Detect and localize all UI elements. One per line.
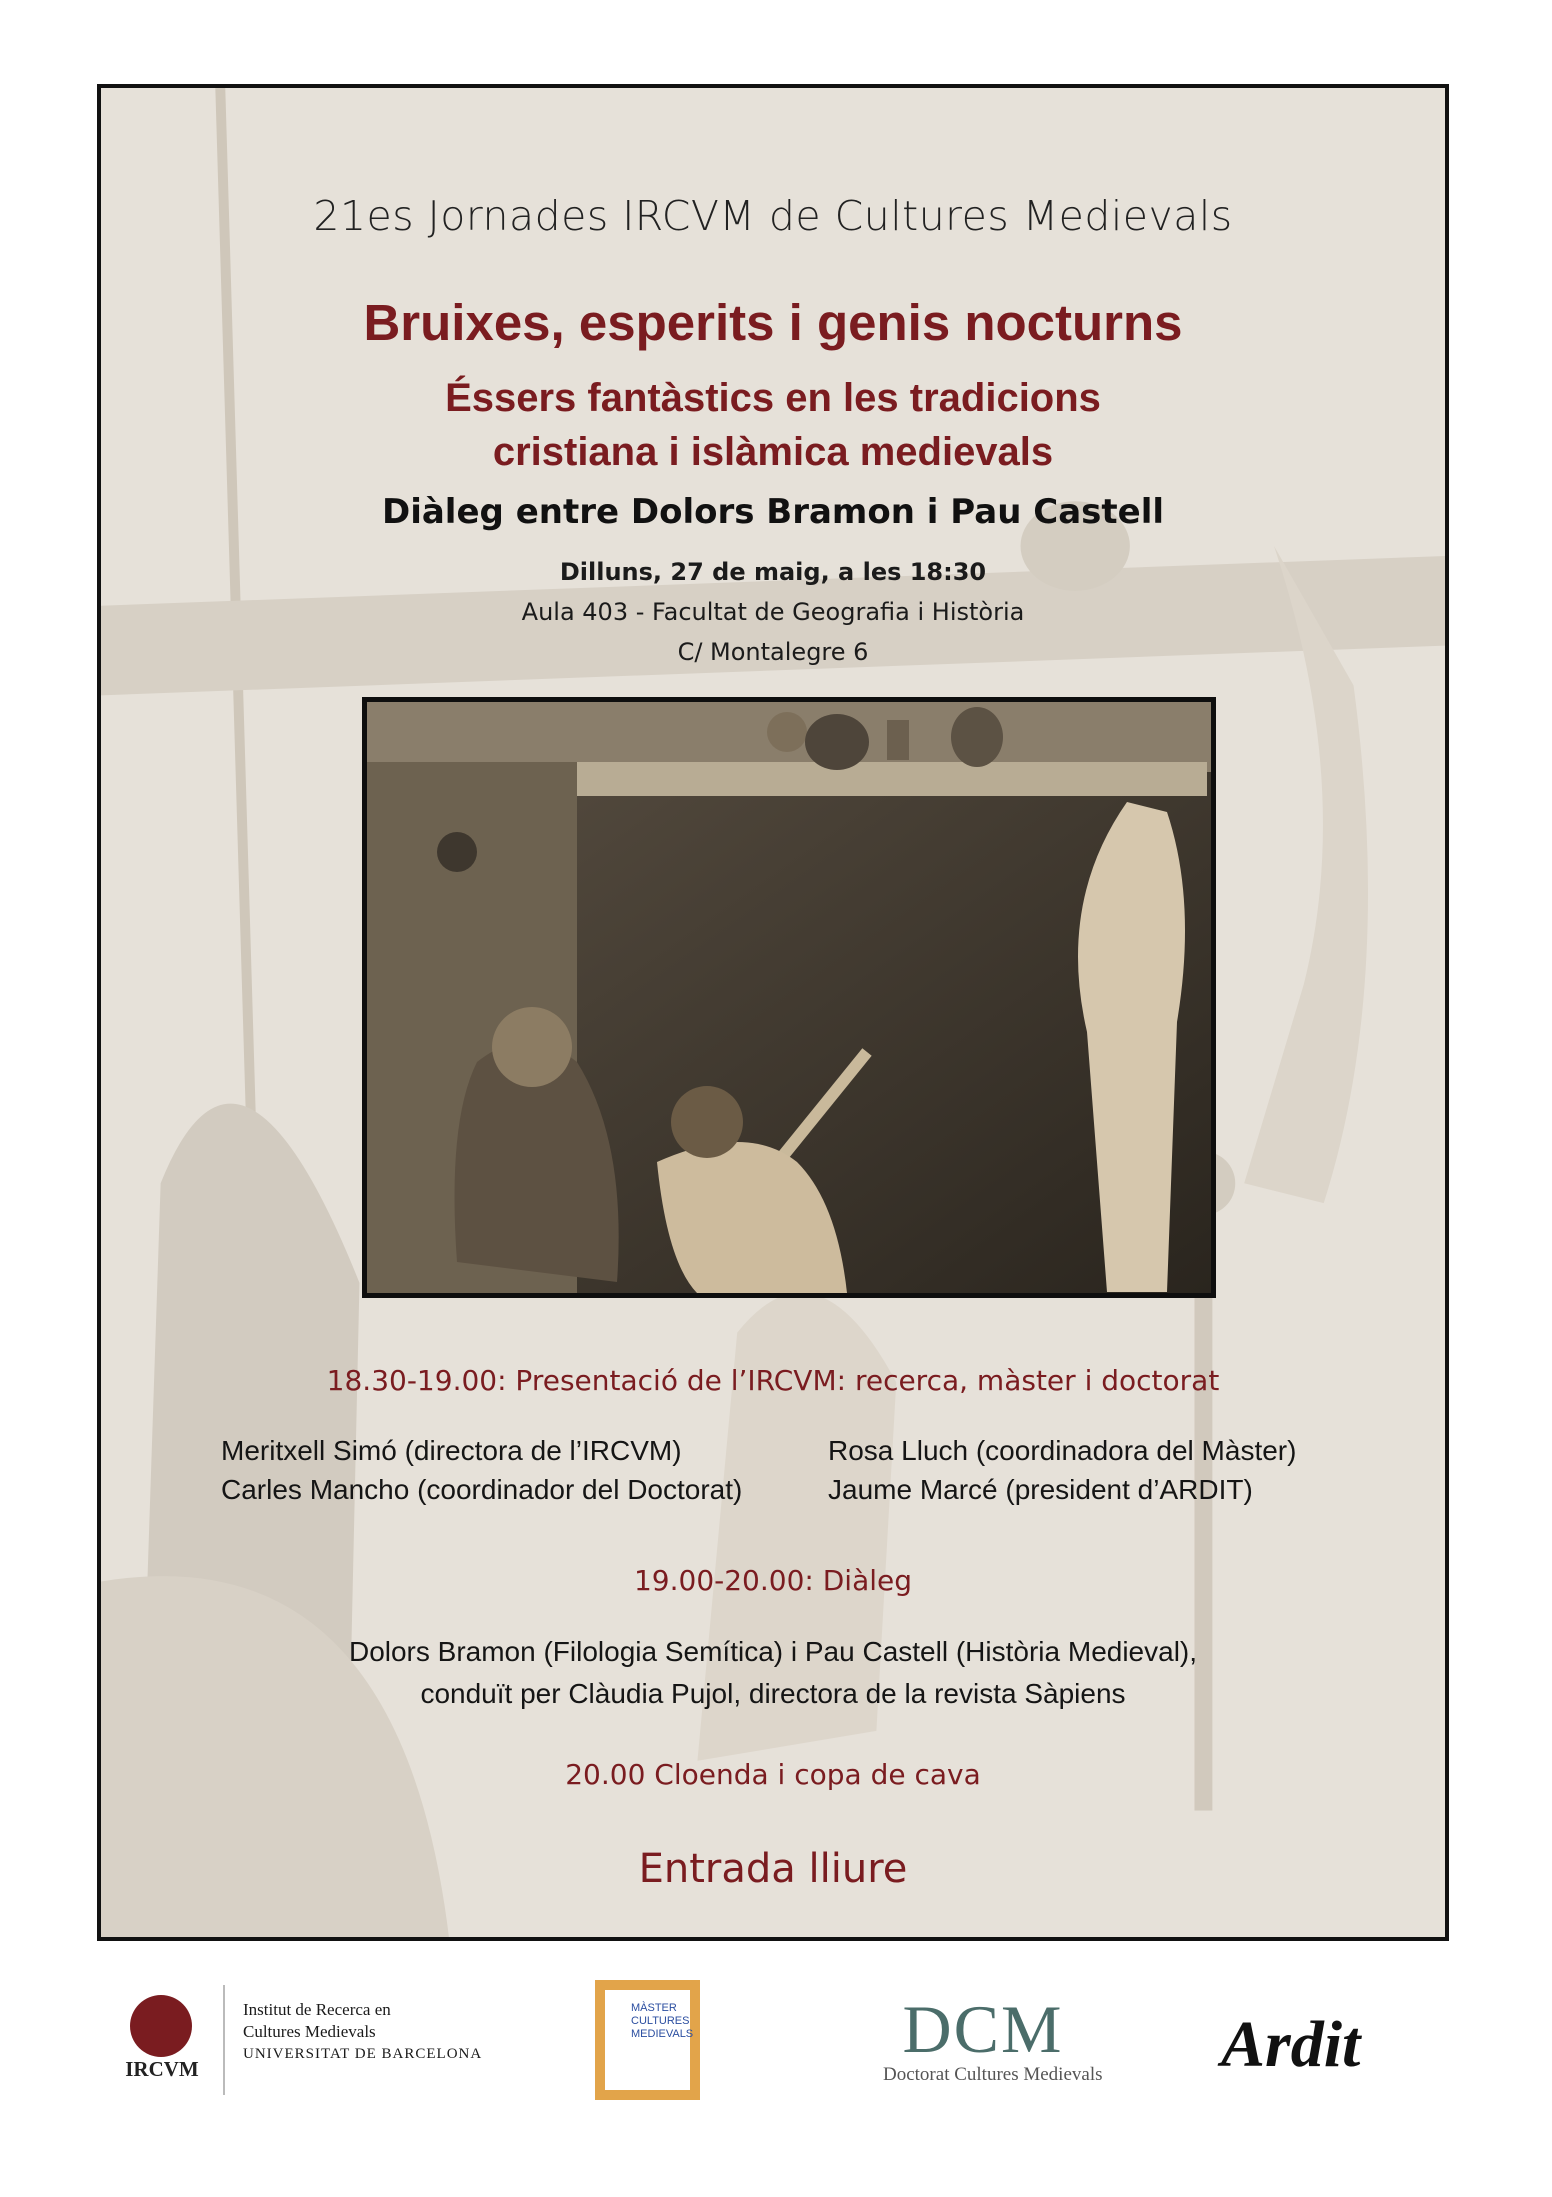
ircvm-mark-text: IRCVM [125,2057,199,2081]
master-line: CULTURES [631,2015,690,2027]
presenter: Rosa Lluch (coordinadora del Màster) [828,1435,1297,1466]
ircvm-line: UNIVERSITAT DE BARCELONA [243,2046,483,2062]
master-logo [595,1980,700,2100]
free-entry-notice: Entrada lliure [638,1846,908,1892]
event-subtitle-line2: cristiana i islàmica medievals [492,430,1054,474]
event-subtitle-line1: Éssers fantàstics en les tradicions [445,376,1101,420]
event-address: C/ Montalegre 6 [677,638,869,666]
master-line: MEDIEVALS [631,2028,694,2040]
event-title: Bruixes, esperits i genis nocturns [363,294,1183,351]
presenter: Meritxell Simó (directora de l’IRCVM) [221,1435,682,1466]
event-series-heading: 21es Jornades IRCVM de Cultures Medievals [313,192,1233,240]
event-date: Dilluns, 27 de maig, a les 18:30 [559,558,987,586]
ircvm-institution-name [243,1999,482,2065]
dcm-letters: DCM [902,1991,1064,2067]
session2-heading: 19.00-20.00: Diàleg [633,1564,913,1597]
presenters-right [828,1431,1296,1509]
presenter: Jaume Marcé (president d’ARDIT) [828,1474,1253,1505]
ircvm-line: Institut de Recerca en [243,2000,391,2019]
session2-description-line1: Dolors Bramon (Filologia Semítica) i Pau Castell (Història Medieval), [348,1636,1198,1667]
dialogue-heading: Diàleg entre Dolors Bramon i Pau Castell [381,492,1165,532]
poster [97,84,1449,1941]
witches-photograph [362,697,1216,1298]
master-logo-text [631,2002,693,2041]
ircvm-emblem-icon [130,1995,192,2057]
dcm-logo [873,1990,1143,2090]
master-line: MÀSTER [631,2002,677,2014]
presenters-left [221,1431,742,1509]
dcm-caption: Doctorat Cultures Medievals [883,2064,1103,2085]
session1-heading: 18.30-19.00: Presentació de l’IRCVM: recerca, màster i doctorat [326,1364,1220,1397]
presenter: Carles Mancho (coordinador del Doctorat) [221,1474,743,1505]
ircvm-line: Cultures Medievals [243,2022,376,2041]
event-place: Aula 403 - Facultat de Geografia i Història [521,598,1025,626]
ardit-logo [1213,1985,1423,2095]
ardit-wordmark: Ardit [1221,2008,1361,2081]
ircvm-logo [120,1985,520,2095]
divider [223,1985,225,2095]
session2-description-line2: conduït per Clàudia Pujol, directora de la revista Sàpiens [420,1678,1126,1709]
session3-heading: 20.00 Cloenda i copa de cava [565,1758,981,1791]
